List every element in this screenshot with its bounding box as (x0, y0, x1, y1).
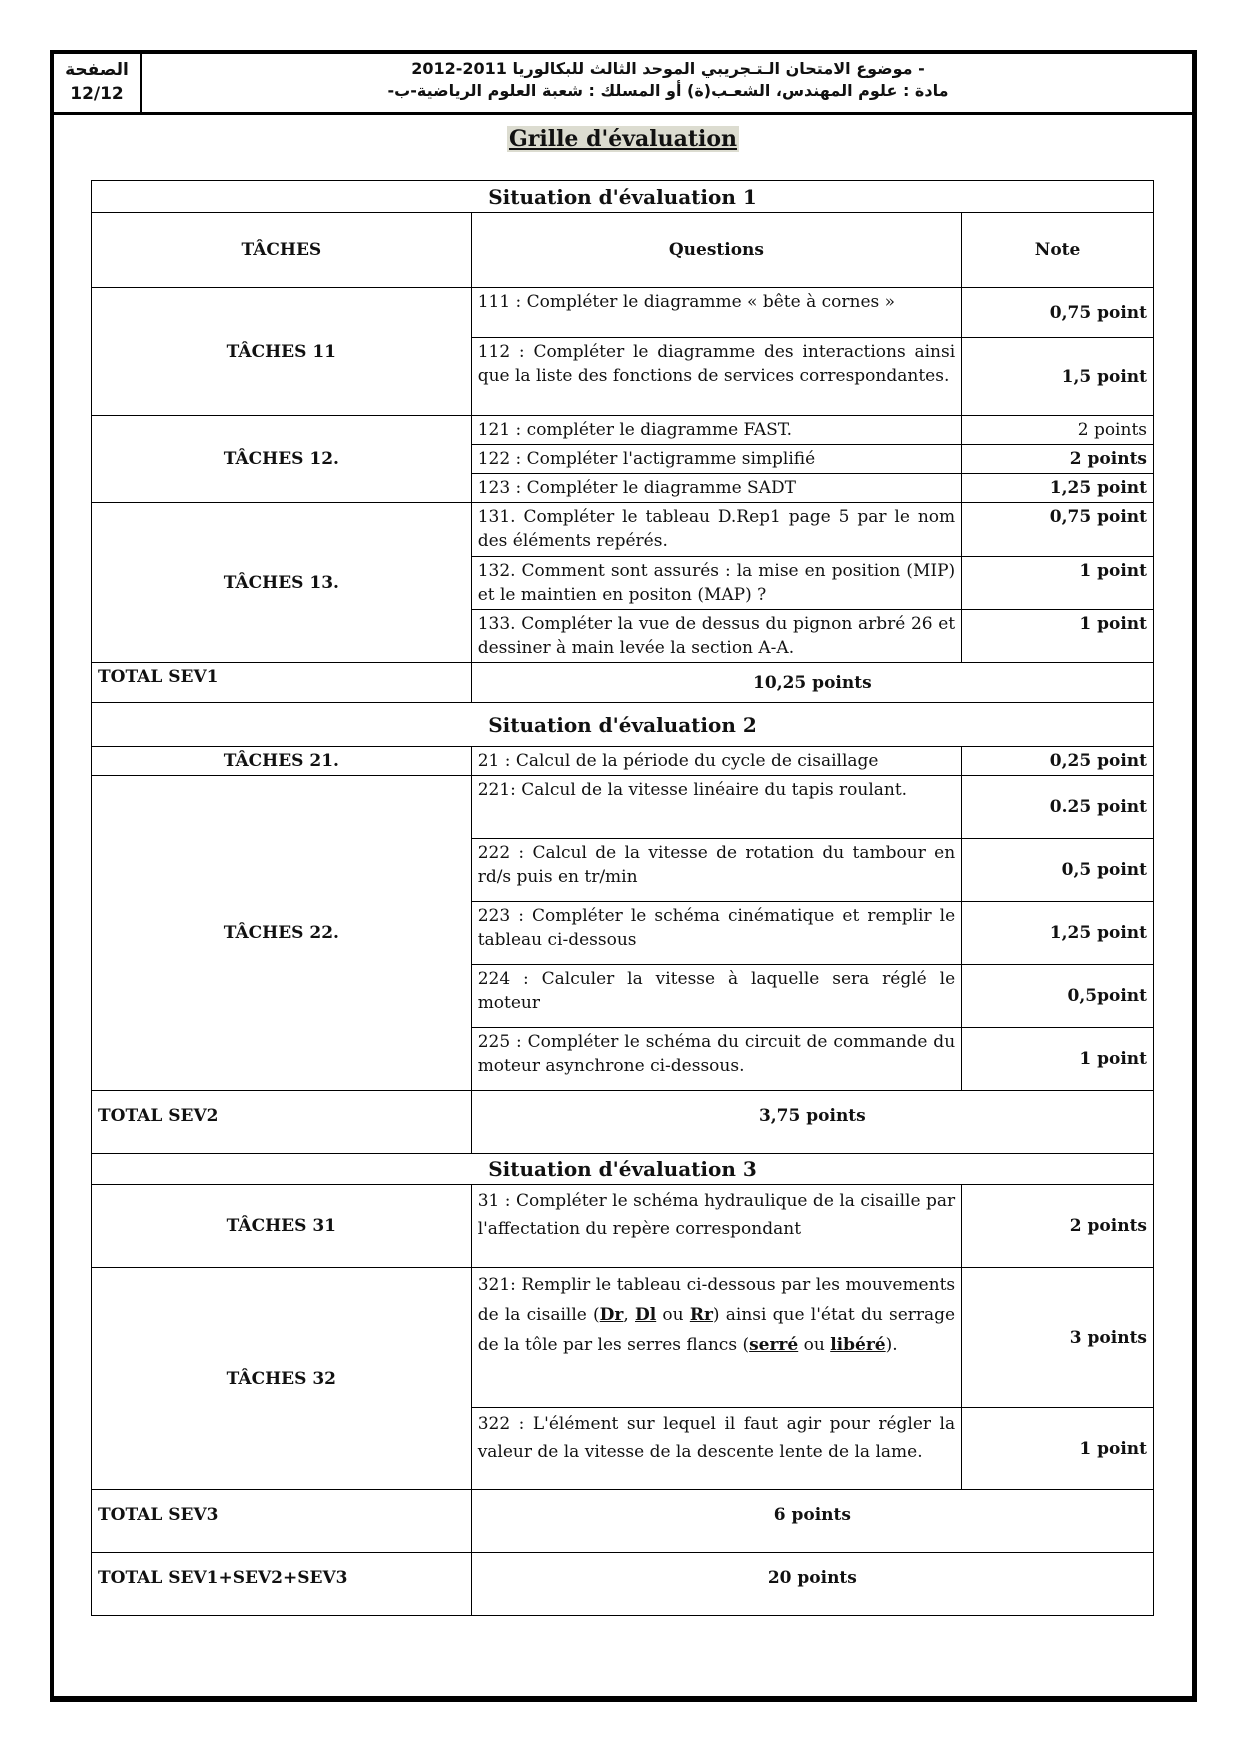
task-22: TÂCHES 22. (92, 776, 472, 1091)
task-32: TÂCHES 32 (92, 1268, 472, 1490)
mouvement-rr: Rr (689, 1305, 713, 1325)
total-sev3-label: TOTAL SEV3 (92, 1490, 472, 1553)
task-13: TÂCHES 13. (92, 503, 472, 663)
column-header-tasks: TÂCHES (92, 213, 472, 288)
exam-title (144, 58, 1192, 102)
question-225: 225 : Compléter le schéma du circuit de commande du moteur asynchrone ci-dessous. (471, 1028, 961, 1091)
question-224: 224 : Calculer la vitesse à laquelle sera réglé le moteur (471, 965, 961, 1028)
exam-title-line2: مادة : علوم المهندس، الشعـب(ة) أو المسلك : شعبة العلوم الرياضية-ب- (387, 81, 949, 100)
page-label: الصفحة (65, 60, 129, 80)
question-122: 122 : Compléter l'actigramme simplifié (471, 445, 961, 474)
grand-total-value: 20 points (471, 1553, 1153, 1616)
total-sev1-label: TOTAL SEV1 (92, 663, 472, 703)
note-122: 2 points (962, 445, 1154, 474)
exam-title-line1: - موضوع الامتحان الـتـجريبي الموحد الثالث للبكالوريا 2011-2012 (411, 59, 925, 78)
doc-title: Grille d'évaluation (508, 126, 738, 152)
question-321: 321: Remplir le tableau ci-dessous par les mouvements de la cisaille (Dr, Dl ou Rr) ainsi que l'état du serrage de la tôle par les serres flancs (serré ou libéré). (471, 1268, 961, 1408)
note-225: 1 point (962, 1028, 1154, 1091)
note-222: 0,5 point (962, 839, 1154, 902)
question-123: 123 : Compléter le diagramme SADT (471, 474, 961, 503)
section-title-sev3: Situation d'évaluation 3 (92, 1154, 1154, 1185)
task-31: TÂCHES 31 (92, 1185, 472, 1268)
note-123: 1,25 point (962, 474, 1154, 503)
total-sev3-value: 6 points (471, 1490, 1153, 1553)
note-223: 1,25 point (962, 902, 1154, 965)
column-header-questions: Questions (471, 213, 961, 288)
grand-total-label: TOTAL SEV1+SEV2+SEV3 (92, 1553, 472, 1616)
question-132: 132. Comment sont assurés : la mise en position (MIP) et le maintien en positon (MAP) ? (471, 557, 961, 610)
note-121: 2 points (962, 416, 1154, 445)
evaluation-grid (91, 180, 1154, 1616)
etat-libere: libéré (830, 1335, 886, 1355)
note-31: 2 points (962, 1185, 1154, 1268)
task-12: TÂCHES 12. (92, 416, 472, 503)
column-header-note: Note (962, 213, 1154, 288)
page-frame (50, 50, 1197, 1702)
question-221: 221: Calcul de la vitesse linéaire du tapis roulant. (471, 776, 961, 839)
question-121: 121 : compléter le diagramme FAST. (471, 416, 961, 445)
question-322: 322 : L'élément sur lequel il faut agir pour régler la valeur de la vitesse de la descente lente de la lame. (471, 1408, 961, 1490)
question-112: 112 : Compléter le diagramme des interactions ainsi que la liste des fonctions de services correspondantes. (471, 338, 961, 416)
etat-serre: serré (749, 1335, 799, 1355)
question-131: 131. Compléter le tableau D.Rep1 page 5 par le nom des éléments repérés. (471, 503, 961, 557)
note-21: 0,25 point (962, 747, 1154, 776)
note-321: 3 points (962, 1268, 1154, 1408)
mouvement-dr: Dr (599, 1305, 624, 1325)
page-number-box (54, 54, 142, 112)
page-header (54, 54, 1192, 115)
question-111: 111 : Compléter le diagramme « bête à cornes » (471, 288, 961, 338)
total-sev2-label: TOTAL SEV2 (92, 1091, 472, 1154)
note-221: 0.25 point (962, 776, 1154, 839)
question-222: 222 : Calcul de la vitesse de rotation du tambour en rd/s puis en tr/min (471, 839, 961, 902)
section-title-sev2: Situation d'évaluation 2 (92, 703, 1154, 747)
note-133: 1 point (962, 610, 1154, 663)
note-112: 1,5 point (962, 338, 1154, 416)
question-133: 133. Compléter la vue de dessus du pignon arbré 26 et dessiner à main levée la section A-A. (471, 610, 961, 663)
note-131: 0,75 point (962, 503, 1154, 557)
note-224: 0,5point (962, 965, 1154, 1028)
question-223: 223 : Compléter le schéma cinématique et remplir le tableau ci-dessous (471, 902, 961, 965)
page-number: 12/12 (70, 84, 124, 104)
mouvement-dl: Dl (635, 1305, 657, 1325)
question-21: 21 : Calcul de la période du cycle de cisaillage (471, 747, 961, 776)
task-11: TÂCHES 11 (92, 288, 472, 416)
total-sev2-value: 3,75 points (471, 1091, 1153, 1154)
note-322: 1 point (962, 1408, 1154, 1490)
question-31: 31 : Compléter le schéma hydraulique de la cisaille par l'affectation du repère correspondant (471, 1185, 961, 1268)
note-111: 0,75 point (962, 288, 1154, 338)
task-21: TÂCHES 21. (92, 747, 472, 776)
note-132: 1 point (962, 557, 1154, 610)
total-sev1-value: 10,25 points (471, 663, 1153, 703)
section-title-sev1: Situation d'évaluation 1 (92, 181, 1154, 213)
